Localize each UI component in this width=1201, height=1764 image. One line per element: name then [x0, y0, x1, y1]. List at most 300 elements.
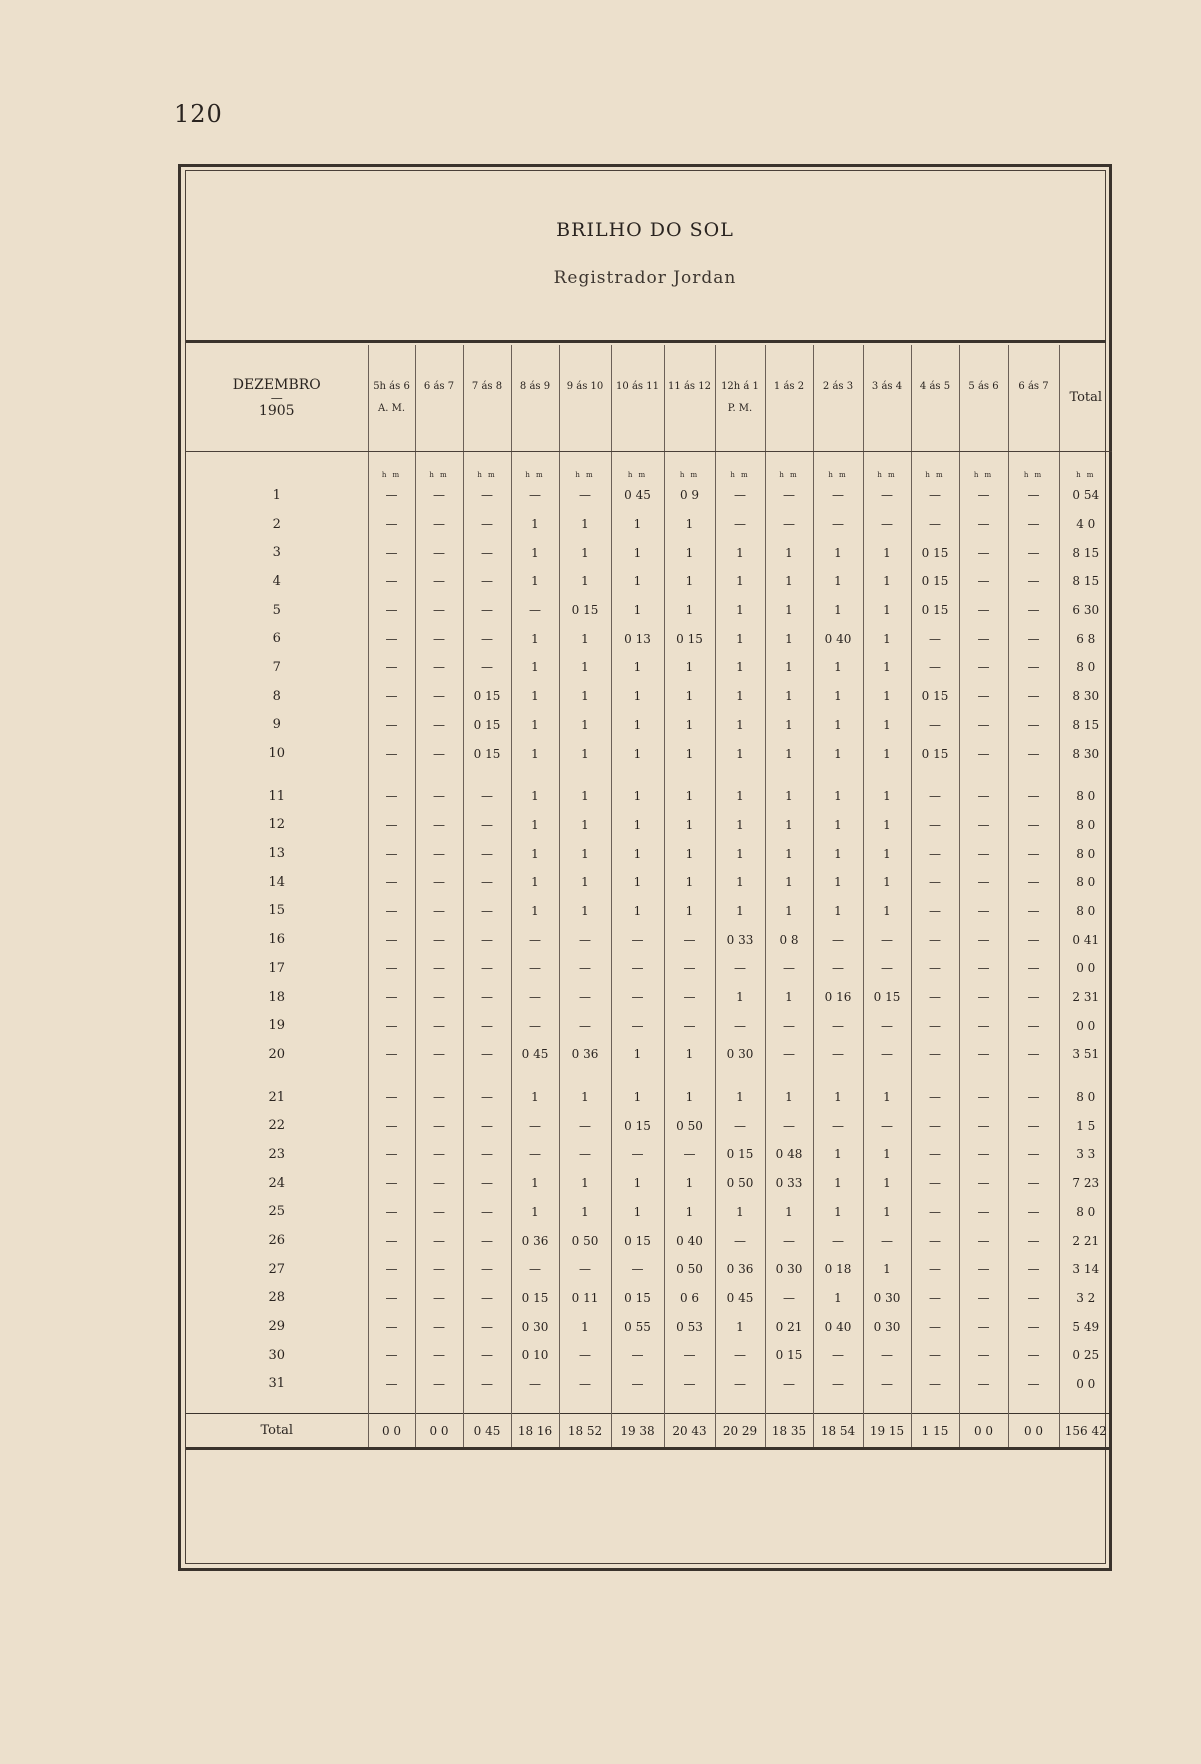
row-total-cell: 8 0 [1059, 811, 1112, 840]
hour-cell: — [463, 1341, 511, 1370]
day-cell: 31 [268, 1376, 286, 1392]
hour-cell: — [463, 1255, 511, 1284]
spacer-cell [559, 1398, 611, 1414]
unit-label: h m [813, 452, 863, 482]
table-subtitle: Registrador Jordan [553, 268, 737, 288]
column-header [1008, 345, 1059, 452]
hour-cell: 1 [611, 567, 664, 596]
day-cell: 20 [268, 1046, 286, 1062]
hour-cell: 1 [715, 711, 765, 740]
column-header [664, 345, 715, 452]
hour-cell: — [863, 954, 911, 983]
hour-cell: — [813, 1011, 863, 1040]
table-row [186, 1011, 1112, 1040]
row-total-cell: 0 54 [1059, 481, 1112, 510]
hour-cell: — [415, 624, 463, 653]
hour-cell: — [813, 954, 863, 983]
day-cell: 9 [272, 717, 281, 733]
hour-cell: 1 [715, 1312, 765, 1341]
unit-label: h m [559, 452, 611, 482]
hour-cell: — [715, 1341, 765, 1370]
day-cell: 12 [268, 817, 286, 833]
hour-cell: 1 [664, 653, 715, 682]
hour-cell: — [559, 1111, 611, 1140]
column-header-label: 6 ás 7 [1018, 381, 1049, 392]
unit-label: h m [664, 452, 715, 482]
spacer-cell [1059, 1069, 1112, 1083]
hour-cell: 0 15 [911, 739, 959, 768]
hour-cell: — [415, 481, 463, 510]
hour-cell: 1 [863, 1140, 911, 1169]
column-header-spacer [416, 398, 463, 420]
hour-cell: — [911, 711, 959, 740]
hour-cell: — [559, 1370, 611, 1399]
spacer-cell [813, 768, 863, 782]
hour-cell: — [664, 1370, 715, 1399]
hour-cell: — [415, 1040, 463, 1069]
hour-cell: — [415, 925, 463, 954]
row-total-cell: 8 0 [1059, 868, 1112, 897]
column-header [715, 345, 765, 452]
hour-cell: — [765, 1226, 813, 1255]
table-row [186, 1284, 1112, 1313]
unit-label: h m [463, 452, 511, 482]
hour-cell: — [863, 1370, 911, 1399]
unit-label: h m [765, 452, 813, 482]
month-label: DEZEMBRO [232, 377, 321, 393]
hour-cell: 1 [664, 682, 715, 711]
hour-cell: 1 [863, 1083, 911, 1112]
hour-cell: 0 33 [715, 925, 765, 954]
hour-cell: 1 [813, 711, 863, 740]
hour-cell: 1 [611, 1040, 664, 1069]
hour-cell: 1 [863, 1255, 911, 1284]
hour-cell: 0 18 [813, 1255, 863, 1284]
spacer-cell [368, 1069, 415, 1083]
column-header [765, 345, 813, 452]
row-total-cell: 0 0 [1059, 954, 1112, 983]
month-header [186, 345, 368, 452]
column-total-cell: 0 45 [463, 1414, 511, 1449]
hour-cell: — [715, 1370, 765, 1399]
hour-cell: 1 [559, 868, 611, 897]
hour-cell: 0 15 [911, 567, 959, 596]
hour-cell: — [415, 897, 463, 926]
row-total-cell: 8 30 [1059, 739, 1112, 768]
column-header-spacer [864, 398, 911, 420]
hour-cell: — [463, 983, 511, 1012]
hour-cell: 1 [813, 739, 863, 768]
hour-cell: — [463, 1226, 511, 1255]
hour-cell: — [368, 811, 415, 840]
column-header-spacer [512, 398, 559, 420]
spacer-cell [959, 1398, 1008, 1414]
hour-cell: — [911, 1169, 959, 1198]
hour-cell: 0 30 [863, 1312, 911, 1341]
hour-cell: — [511, 1255, 559, 1284]
hour-cell: — [463, 1083, 511, 1112]
hour-cell: — [463, 954, 511, 983]
spacer-cell [863, 768, 911, 782]
hour-cell: 0 6 [664, 1284, 715, 1313]
hour-cell: — [415, 653, 463, 682]
hour-cell: — [959, 1226, 1008, 1255]
hour-cell: — [463, 481, 511, 510]
column-header-label: 5h ás 6 [373, 381, 410, 392]
column-header-spacer [912, 398, 959, 420]
hour-cell: — [765, 1284, 813, 1313]
spacer-cell [368, 768, 415, 782]
hour-cell: — [959, 868, 1008, 897]
unit-label: h m [1008, 452, 1059, 482]
table-row [186, 1226, 1112, 1255]
hour-cell: — [511, 596, 559, 625]
hour-cell: 1 [611, 897, 664, 926]
hour-cell: — [1008, 1198, 1059, 1227]
hour-cell: — [511, 925, 559, 954]
hour-cell: — [765, 1111, 813, 1140]
row-total-cell: 3 2 [1059, 1284, 1112, 1313]
hour-cell: 0 30 [863, 1284, 911, 1313]
hour-cell: 1 [715, 596, 765, 625]
hour-cell: 0 15 [463, 739, 511, 768]
hour-cell: 1 [813, 653, 863, 682]
day-cell: 18 [268, 989, 286, 1005]
hour-cell: — [463, 1370, 511, 1399]
column-total-cell: 19 38 [611, 1414, 664, 1449]
hour-cell: 1 [813, 868, 863, 897]
hour-cell: 0 45 [715, 1284, 765, 1313]
hour-cell: — [765, 1011, 813, 1040]
hour-cell: 1 [664, 897, 715, 926]
table-row [186, 839, 1112, 868]
unit-label: h m [911, 452, 959, 482]
hour-cell: — [959, 1370, 1008, 1399]
column-header-label: 6 ás 7 [423, 381, 455, 392]
am-label: A. M. [378, 403, 405, 414]
column-header-label: 2 ás 3 [822, 381, 854, 392]
hour-cell: 0 15 [911, 596, 959, 625]
hour-cell: — [1008, 811, 1059, 840]
spacer-cell [863, 1398, 911, 1414]
spacer-cell [765, 1069, 813, 1083]
day-cell: 5 [272, 602, 281, 618]
unit-label: h m [715, 452, 765, 482]
hour-cell: — [715, 1111, 765, 1140]
hour-cell: — [611, 1140, 664, 1169]
hour-cell: 1 [715, 1083, 765, 1112]
hour-cell: — [368, 868, 415, 897]
table-row [186, 596, 1112, 625]
hour-cell: 0 15 [911, 682, 959, 711]
hour-cell: — [1008, 897, 1059, 926]
column-header-label: 4 ás 5 [919, 381, 951, 392]
hour-cell: 0 40 [813, 624, 863, 653]
hour-cell: — [415, 1312, 463, 1341]
hour-cell: — [911, 1011, 959, 1040]
spacer-cell [559, 768, 611, 782]
hour-cell: — [959, 653, 1008, 682]
row-total-cell: 7 23 [1059, 1169, 1112, 1198]
hour-cell: — [1008, 1284, 1059, 1313]
hour-cell: — [813, 510, 863, 539]
hour-cell: — [559, 1011, 611, 1040]
table-row [186, 739, 1112, 768]
row-total-cell: 0 41 [1059, 925, 1112, 954]
table-row [186, 897, 1112, 926]
hour-cell: 1 [715, 811, 765, 840]
hour-cell: — [911, 782, 959, 811]
hour-cell: — [368, 538, 415, 567]
hour-cell: — [959, 567, 1008, 596]
row-total-cell: 6 8 [1059, 624, 1112, 653]
hour-cell: — [463, 624, 511, 653]
hour-cell: 0 50 [559, 1226, 611, 1255]
hour-cell: — [611, 1341, 664, 1370]
hour-cell: — [1008, 653, 1059, 682]
spacer-cell [715, 1398, 765, 1414]
hour-cell: 1 [511, 624, 559, 653]
hour-cell: 1 [813, 782, 863, 811]
hour-cell: 1 [715, 682, 765, 711]
hour-cell: 1 [715, 538, 765, 567]
spacer-cell [1008, 1069, 1059, 1083]
hour-cell: 0 10 [511, 1341, 559, 1370]
hour-cell: — [611, 983, 664, 1012]
hour-cell: — [959, 897, 1008, 926]
spacer-cell [765, 768, 813, 782]
column-header-spacer [814, 398, 863, 420]
hour-cell: 1 [559, 567, 611, 596]
day-cell: 21 [268, 1089, 286, 1105]
hour-cell: 1 [664, 538, 715, 567]
hour-cell: — [368, 481, 415, 510]
hour-cell: — [911, 1226, 959, 1255]
hour-cell: 1 [765, 897, 813, 926]
hour-cell: 1 [511, 510, 559, 539]
hour-cell: — [368, 624, 415, 653]
grand-total-cell: 156 42 [1059, 1414, 1112, 1449]
hour-cell: — [368, 1040, 415, 1069]
unit-label: h m [415, 452, 463, 482]
hour-cell: 1 [715, 624, 765, 653]
hour-cell: 1 [813, 1140, 863, 1169]
row-total-cell: 8 0 [1059, 897, 1112, 926]
hour-cell: — [463, 1111, 511, 1140]
hour-cell: 1 [559, 624, 611, 653]
hour-cell: 0 40 [664, 1226, 715, 1255]
hour-cell: — [463, 839, 511, 868]
hour-cell: 1 [715, 897, 765, 926]
hour-cell: — [368, 839, 415, 868]
day-cell: 30 [268, 1347, 286, 1363]
hour-cell: 1 [863, 567, 911, 596]
hour-cell: 0 8 [765, 925, 813, 954]
hour-cell: 0 15 [664, 624, 715, 653]
hour-cell: 0 15 [715, 1140, 765, 1169]
hour-cell: 1 [664, 868, 715, 897]
hour-cell: — [415, 682, 463, 711]
hour-cell: — [911, 868, 959, 897]
hour-cell: — [463, 897, 511, 926]
hour-cell: — [368, 782, 415, 811]
hour-cell: 1 [611, 1083, 664, 1112]
hour-cell: 1 [863, 682, 911, 711]
hour-cell: — [415, 538, 463, 567]
row-total-cell: 8 15 [1059, 567, 1112, 596]
hour-cell: — [863, 1040, 911, 1069]
day-cell: 28 [268, 1290, 286, 1306]
hour-cell: — [911, 481, 959, 510]
table-row [186, 1255, 1112, 1284]
row-total-cell: 0 25 [1059, 1341, 1112, 1370]
hour-cell: 1 [715, 839, 765, 868]
hour-cell: 1 [863, 897, 911, 926]
hour-cell: — [511, 1111, 559, 1140]
hour-cell: — [415, 782, 463, 811]
unit-label: h m [959, 452, 1008, 482]
hour-cell: 1 [559, 538, 611, 567]
hour-cell: — [415, 1111, 463, 1140]
column-total-cell: 1 15 [911, 1414, 959, 1449]
row-total-cell: 8 0 [1059, 1083, 1112, 1112]
column-header-label: 11 ás 12 [668, 381, 711, 392]
column-total-cell: 20 43 [664, 1414, 715, 1449]
hour-cell: — [1008, 1111, 1059, 1140]
hour-cell: — [664, 1341, 715, 1370]
hour-cell: — [863, 1341, 911, 1370]
hour-cell: — [959, 1169, 1008, 1198]
hour-cell: — [664, 1011, 715, 1040]
hour-cell: 1 [813, 596, 863, 625]
hour-cell: — [368, 1370, 415, 1399]
spacer-cell [463, 768, 511, 782]
column-header-spacer [464, 398, 511, 420]
spacer-cell [959, 1069, 1008, 1083]
table-row [186, 653, 1112, 682]
hour-cell: 1 [611, 1169, 664, 1198]
hour-cell: — [863, 481, 911, 510]
hour-cell: — [559, 983, 611, 1012]
hour-cell: — [911, 1284, 959, 1313]
column-header [511, 345, 559, 452]
hour-cell: 1 [664, 711, 715, 740]
hour-cell: — [368, 1083, 415, 1112]
hour-cell: 1 [511, 538, 559, 567]
title-divider [186, 340, 1106, 343]
hour-cell: — [959, 1040, 1008, 1069]
hour-cell: 0 15 [611, 1226, 664, 1255]
hour-cell: — [368, 954, 415, 983]
month-underline: — [270, 391, 283, 405]
row-total-cell: 0 0 [1059, 1011, 1112, 1040]
row-total-cell: 3 51 [1059, 1040, 1112, 1069]
table-row [186, 954, 1112, 983]
row-total-cell: 3 3 [1059, 1140, 1112, 1169]
hour-cell: 1 [765, 1083, 813, 1112]
hour-cell: — [415, 739, 463, 768]
sunshine-table [186, 345, 1112, 1450]
hour-cell: 1 [765, 711, 813, 740]
hour-cell: 1 [863, 624, 911, 653]
hour-cell: 1 [863, 739, 911, 768]
hour-cell: — [368, 1341, 415, 1370]
column-header-spacer [960, 398, 1008, 420]
hour-cell: — [911, 1083, 959, 1112]
hour-cell: — [511, 1011, 559, 1040]
hour-cell: 0 30 [511, 1312, 559, 1341]
spacer-cell [1059, 1398, 1112, 1414]
hour-cell: — [1008, 1040, 1059, 1069]
hour-cell: 1 [559, 811, 611, 840]
column-header-label: 1 ás 2 [773, 381, 805, 392]
spacer-cell [911, 768, 959, 782]
spacer-cell [611, 1398, 664, 1414]
spacer-cell [611, 1069, 664, 1083]
column-total-cell: 19 15 [863, 1414, 911, 1449]
hour-cell: — [959, 624, 1008, 653]
totals-row [186, 1414, 1112, 1449]
hour-cell: — [368, 1312, 415, 1341]
hour-cell: — [415, 510, 463, 539]
year-label: 1905 [258, 403, 295, 419]
table-row [186, 510, 1112, 539]
unit-label: h m [511, 452, 559, 482]
hour-cell: — [511, 1370, 559, 1399]
row-total-cell: 8 0 [1059, 1198, 1112, 1227]
hour-cell: 0 33 [765, 1169, 813, 1198]
hour-cell: — [368, 1140, 415, 1169]
hour-cell: — [463, 538, 511, 567]
hour-cell: 1 [511, 682, 559, 711]
unit-label: h m [1059, 452, 1112, 482]
hour-cell: 1 [511, 739, 559, 768]
spacer-cell [463, 1069, 511, 1083]
column-total-cell: 0 0 [415, 1414, 463, 1449]
hour-cell: 0 50 [664, 1111, 715, 1140]
table-row [186, 1198, 1112, 1227]
hour-cell: — [559, 925, 611, 954]
hour-cell: 1 [664, 567, 715, 596]
hour-cell: — [1008, 538, 1059, 567]
hour-cell: 1 [511, 1083, 559, 1112]
hour-cell: — [511, 481, 559, 510]
hour-cell: 0 15 [765, 1341, 813, 1370]
day-cell: 1 [272, 487, 281, 503]
hour-cell: — [463, 596, 511, 625]
hour-cell: — [911, 954, 959, 983]
hour-cell: 1 [511, 868, 559, 897]
hour-cell: 1 [559, 839, 611, 868]
hour-cell: — [463, 811, 511, 840]
hour-cell: — [368, 510, 415, 539]
hour-cell: — [911, 1370, 959, 1399]
hour-cell: 0 15 [911, 538, 959, 567]
hour-cell: — [368, 596, 415, 625]
spacer-cell [511, 1398, 559, 1414]
row-total-cell: 8 15 [1059, 711, 1112, 740]
hour-cell: — [715, 1226, 765, 1255]
hour-cell: 1 [765, 1198, 813, 1227]
hour-cell: — [715, 481, 765, 510]
hour-cell: — [959, 925, 1008, 954]
spacer-cell [911, 1398, 959, 1414]
hour-cell: 0 36 [511, 1226, 559, 1255]
hour-cell: 1 [664, 811, 715, 840]
row-total-cell: 1 5 [1059, 1111, 1112, 1140]
hour-cell: 1 [715, 567, 765, 596]
day-cell: 24 [268, 1175, 286, 1191]
